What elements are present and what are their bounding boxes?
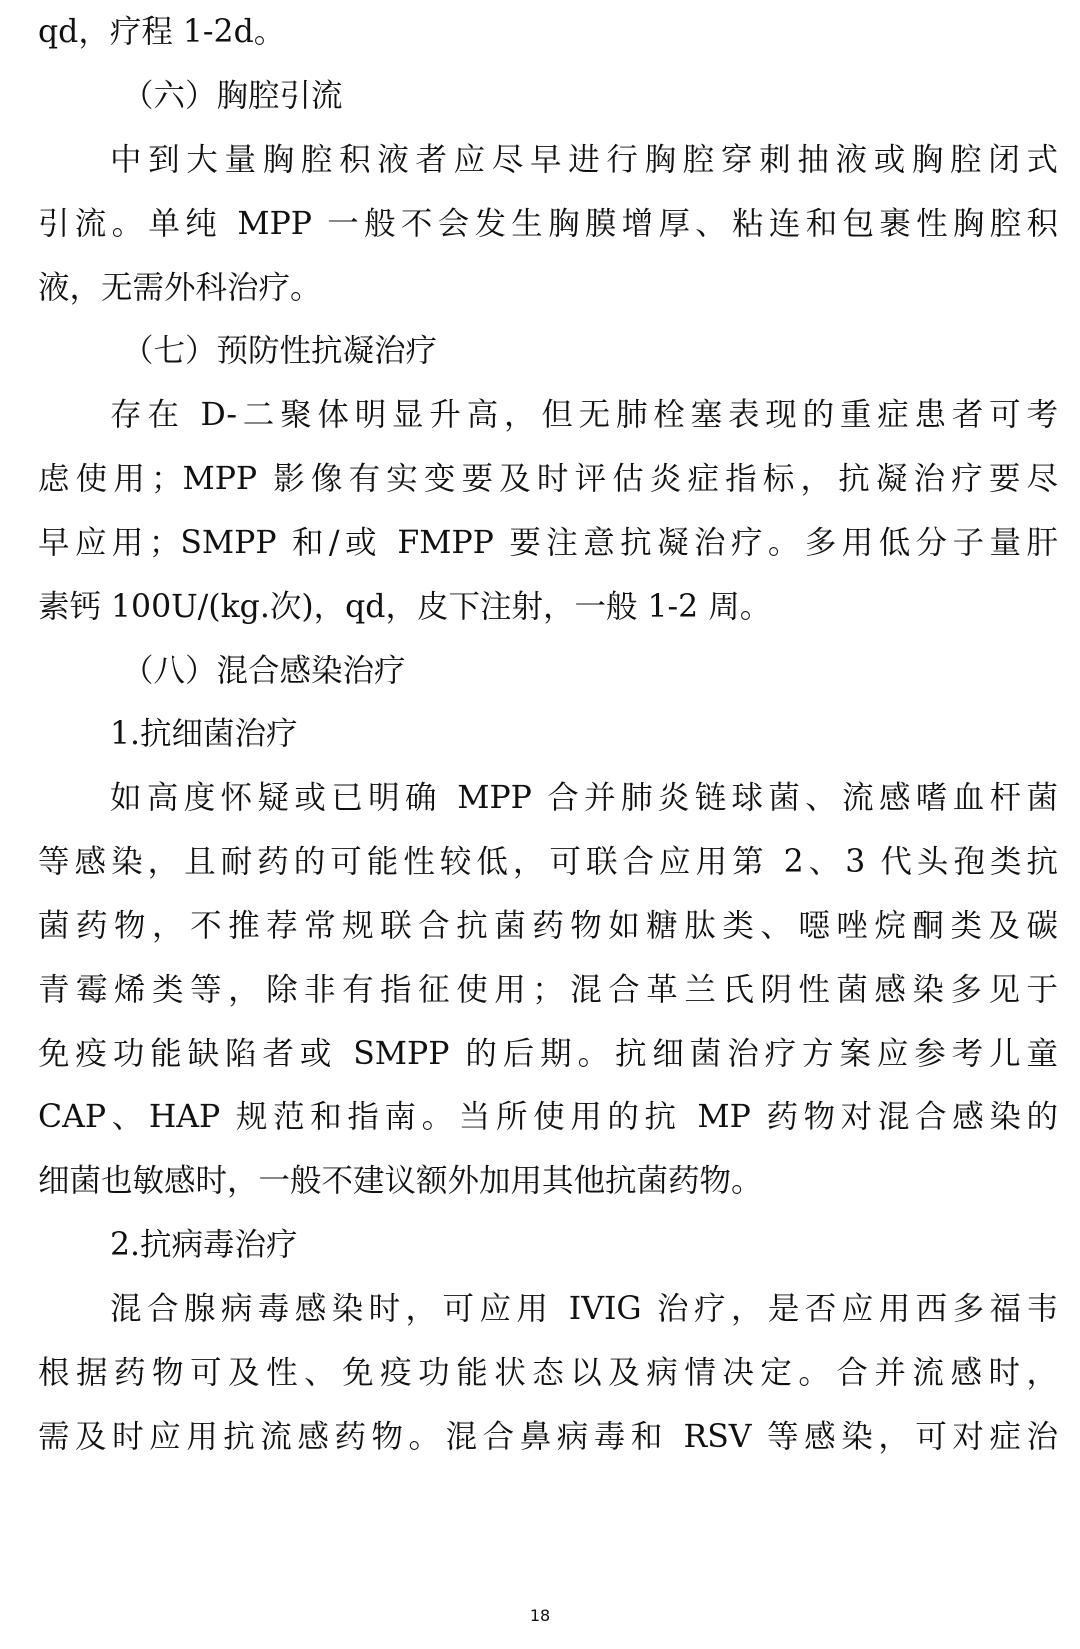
paragraph-line: 免疫功能缺陷者或 SMPP 的后期。抗细菌治疗方案应参考儿童 xyxy=(38,1036,1058,1072)
paragraph-line: 青霉烯类等，除非有指征使用；混合革兰氏阴性菌感染多见于 xyxy=(38,972,1058,1008)
section-heading: （六）胸腔引流 xyxy=(122,78,343,114)
paragraph-line: 引流。单纯 MPP 一般不会发生胸膜增厚、粘连和包裹性胸腔积 xyxy=(38,206,1058,242)
subsection-heading: 1.抗细菌治疗 xyxy=(110,716,298,752)
paragraph-line: CAP、HAP 规范和指南。当所使用的抗 MP 药物对混合感染的 xyxy=(38,1099,1058,1135)
paragraph-line: 液，无需外科治疗。 xyxy=(38,270,322,306)
paragraph-line: 中到大量胸腔积液者应尽早进行胸腔穿刺抽液或胸腔闭式 xyxy=(110,142,1058,178)
section-heading: （八）混合感染治疗 xyxy=(122,653,406,689)
paragraph-line: 根据药物可及性、免疫功能状态以及病情决定。合并流感时， xyxy=(38,1355,1058,1391)
paragraph-line: 菌药物，不推荐常规联合抗菌药物如糖肽类、噁唑烷酮类及碳 xyxy=(38,908,1058,944)
paragraph-line: 等感染，且耐药的可能性较低，可联合应用第 2、3 代头孢类抗 xyxy=(38,844,1058,880)
paragraph-line: 虑使用；MPP 影像有实变要及时评估炎症指标，抗凝治疗要尽 xyxy=(38,461,1058,497)
subsection-heading: 2.抗病毒治疗 xyxy=(110,1227,298,1263)
page-number: 18 xyxy=(529,1606,551,1625)
text-line: qd，疗程 1-2d。 xyxy=(38,14,286,50)
paragraph-line: 细菌也敏感时，一般不建议额外加用其他抗菌药物。 xyxy=(38,1163,763,1199)
paragraph-line: 早应用；SMPP 和/或 FMPP 要注意抗凝治疗。多用低分子量肝 xyxy=(38,525,1058,561)
section-heading: （七）预防性抗凝治疗 xyxy=(122,333,438,369)
paragraph-line: 需及时应用抗流感药物。混合鼻病毒和 RSV 等感染，可对症治 xyxy=(38,1419,1058,1455)
paragraph-line: 混合腺病毒感染时，可应用 IVIG 治疗，是否应用西多福韦 xyxy=(110,1291,1058,1327)
paragraph-line: 如高度怀疑或已明确 MPP 合并肺炎链球菌、流感嗜血杆菌 xyxy=(110,780,1058,816)
paragraph-line: 素钙 100U/(kg.次)，qd，皮下注射，一般 1-2 周。 xyxy=(38,589,772,625)
paragraph-line: 存在 D-二聚体明显升高，但无肺栓塞表现的重症患者可考 xyxy=(110,397,1058,433)
